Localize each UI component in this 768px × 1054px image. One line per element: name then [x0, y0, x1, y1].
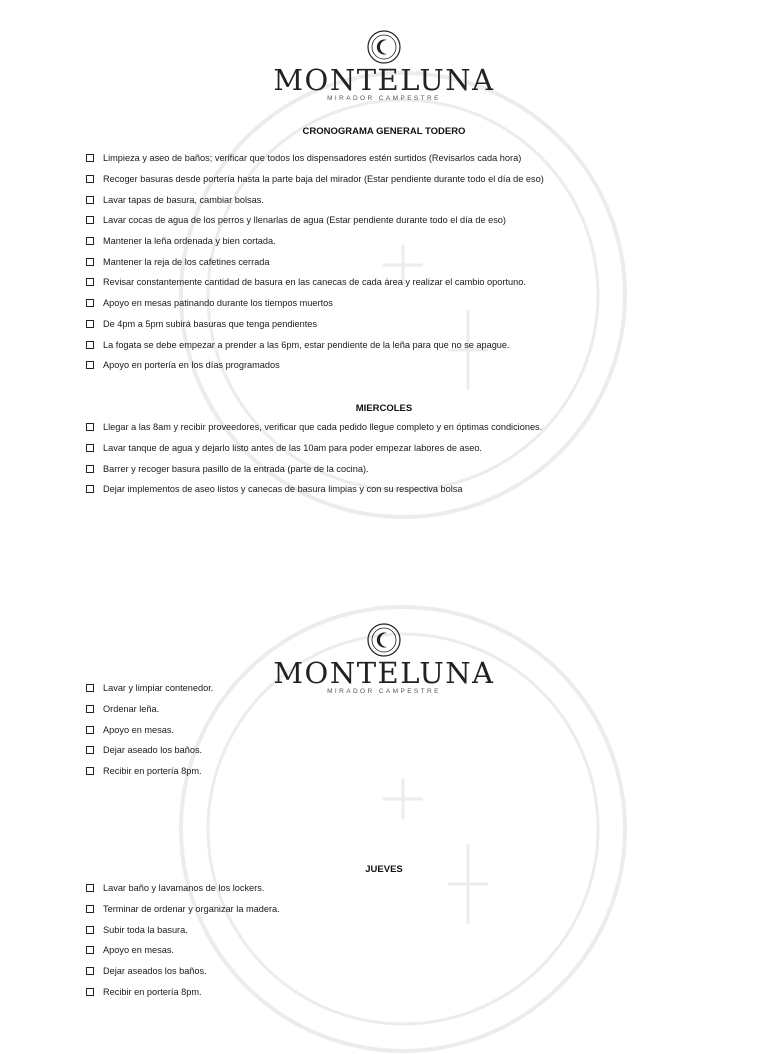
checkbox-icon[interactable] — [86, 485, 94, 493]
checkbox-icon[interactable] — [86, 988, 94, 996]
task-text: Subir toda la basura. — [103, 924, 188, 935]
checklist-item — [86, 919, 280, 940]
thursday-task-list — [86, 878, 280, 1002]
checkbox-icon[interactable] — [86, 341, 94, 349]
checklist-item — [86, 189, 544, 210]
checkbox-icon[interactable] — [86, 967, 94, 975]
checkbox-icon[interactable] — [86, 726, 94, 734]
task-text: Apoyo en mesas. — [103, 945, 174, 956]
task-text: Lavar cocas de agua de los perros y llenarlas de agua (Estar pendiente durante todo el día de eso) — [103, 215, 506, 226]
task-text: Llegar a las 8am y recibir proveedores, verificar que cada pedido llegue completo y en óptimas condiciones. — [103, 422, 543, 433]
checkbox-icon[interactable] — [86, 320, 94, 328]
task-text: Recibir en portería 8pm. — [103, 986, 202, 997]
moon-logo-icon — [364, 30, 404, 64]
task-text: Lavar y limpiar contenedor. — [103, 683, 214, 694]
checklist-item — [86, 231, 544, 252]
wednesday-heading: MIERCOLES — [355, 403, 413, 414]
checklist-item — [86, 417, 542, 438]
checkbox-icon[interactable] — [86, 465, 94, 473]
task-text: La fogata se debe empezar a prender a las 6pm, estar pendiente de la leña para que no se apague. — [103, 339, 510, 350]
checkbox-icon[interactable] — [86, 278, 94, 286]
task-text: Lavar baño y lavamanos de los lockers. — [103, 883, 265, 894]
task-text: Apoyo en mesas patinando durante los tiempos muertos — [103, 298, 333, 309]
wednesday-task-list — [86, 417, 542, 500]
checkbox-icon[interactable] — [86, 905, 94, 913]
checkbox-icon[interactable] — [86, 705, 94, 713]
task-text: Dejar aseados los baños. — [103, 966, 207, 977]
checklist-item — [86, 678, 213, 699]
checkbox-icon[interactable] — [86, 884, 94, 892]
checkbox-icon[interactable] — [86, 237, 94, 245]
checklist-item — [86, 899, 280, 920]
checkbox-icon[interactable] — [86, 746, 94, 754]
checklist-item — [86, 961, 280, 982]
task-text: Lavar tapas de basura, cambiar bolsas. — [103, 194, 264, 205]
brand-tagline: MIRADOR CAMPESTRE — [327, 688, 441, 695]
thursday-heading: JUEVES — [365, 864, 403, 875]
task-text: Mantener la reja de los cafetines cerrada — [103, 256, 270, 267]
checkbox-icon[interactable] — [86, 196, 94, 204]
checklist-item — [86, 169, 544, 190]
checklist-item — [86, 981, 280, 1002]
checklist-item — [86, 210, 544, 231]
checklist-item — [86, 878, 280, 899]
task-text: Revisar constantemente cantidad de basura en las canecas de cada área y realizar el cambio oportuno. — [103, 277, 526, 288]
brand-name: MONTELUNA — [273, 63, 495, 97]
task-text: Mantener la leña ordenada y bien cortada. — [103, 236, 276, 247]
checklist-item — [86, 438, 542, 459]
task-text: Apoyo en portería en los días programados — [103, 360, 280, 371]
task-text: Barrer y recoger basura pasillo de la entrada (parte de la cocina). — [103, 463, 369, 474]
checkbox-icon[interactable] — [86, 258, 94, 266]
task-text: Dejar aseado los baños. — [103, 745, 203, 756]
task-text: Lavar tanque de agua y dejarlo listo antes de las 10am para poder empezar labores de aseo. — [103, 443, 482, 454]
brand-tagline: MIRADOR CAMPESTRE — [327, 95, 441, 102]
checkbox-icon[interactable] — [86, 216, 94, 224]
task-text: Recibir en portería 8pm. — [103, 766, 202, 777]
general-task-list — [86, 148, 544, 376]
page-title: CRONOGRAMA GENERAL TODERO — [302, 126, 466, 137]
brand-logo — [0, 30, 768, 103]
checklist-item — [86, 355, 544, 376]
checklist-item — [86, 740, 213, 761]
checkbox-icon[interactable] — [86, 926, 94, 934]
checklist-item — [86, 251, 544, 272]
checklist-item — [86, 699, 213, 720]
task-text: De 4pm a 5pm subirá basuras que tenga pendientes — [103, 318, 318, 329]
checklist-item — [86, 719, 213, 740]
checklist-item — [86, 761, 213, 782]
checkbox-icon[interactable] — [86, 299, 94, 307]
checkbox-icon[interactable] — [86, 361, 94, 369]
checklist-item — [86, 334, 544, 355]
checkbox-icon[interactable] — [86, 444, 94, 452]
checkbox-icon[interactable] — [86, 423, 94, 431]
checklist-item — [86, 458, 542, 479]
checkbox-icon[interactable] — [86, 154, 94, 162]
checklist-item — [86, 148, 544, 169]
checkbox-icon[interactable] — [86, 767, 94, 775]
task-text: Dejar implementos de aseo listos y canecas de basura limpias y con su respectiva bolsa — [103, 484, 463, 495]
checklist-item — [86, 272, 544, 293]
document-page-1 — [0, 0, 768, 512]
task-text: Terminar de ordenar y organizar la madera. — [103, 904, 280, 915]
wednesday-continued-task-list — [86, 678, 213, 781]
checklist-item — [86, 940, 280, 961]
checklist-item — [86, 314, 544, 335]
document-page-2 — [0, 512, 768, 1024]
task-text: Recoger basuras desde portería hasta la parte baja del mirador (Estar pendiente durante todo el día de eso) — [103, 174, 544, 185]
checkbox-icon[interactable] — [86, 946, 94, 954]
task-text: Ordenar leña. — [103, 704, 160, 715]
task-text: Apoyo en mesas. — [103, 724, 174, 735]
checkbox-icon[interactable] — [86, 684, 94, 692]
task-text: Limpieza y aseo de baños; verificar que todos los dispensadores estén surtidos (Revisarlos cada hora) — [103, 153, 522, 164]
moon-logo-icon — [364, 623, 404, 657]
checkbox-icon[interactable] — [86, 175, 94, 183]
checklist-item — [86, 293, 544, 314]
checklist-item — [86, 479, 542, 500]
brand-name: MONTELUNA — [273, 656, 495, 690]
